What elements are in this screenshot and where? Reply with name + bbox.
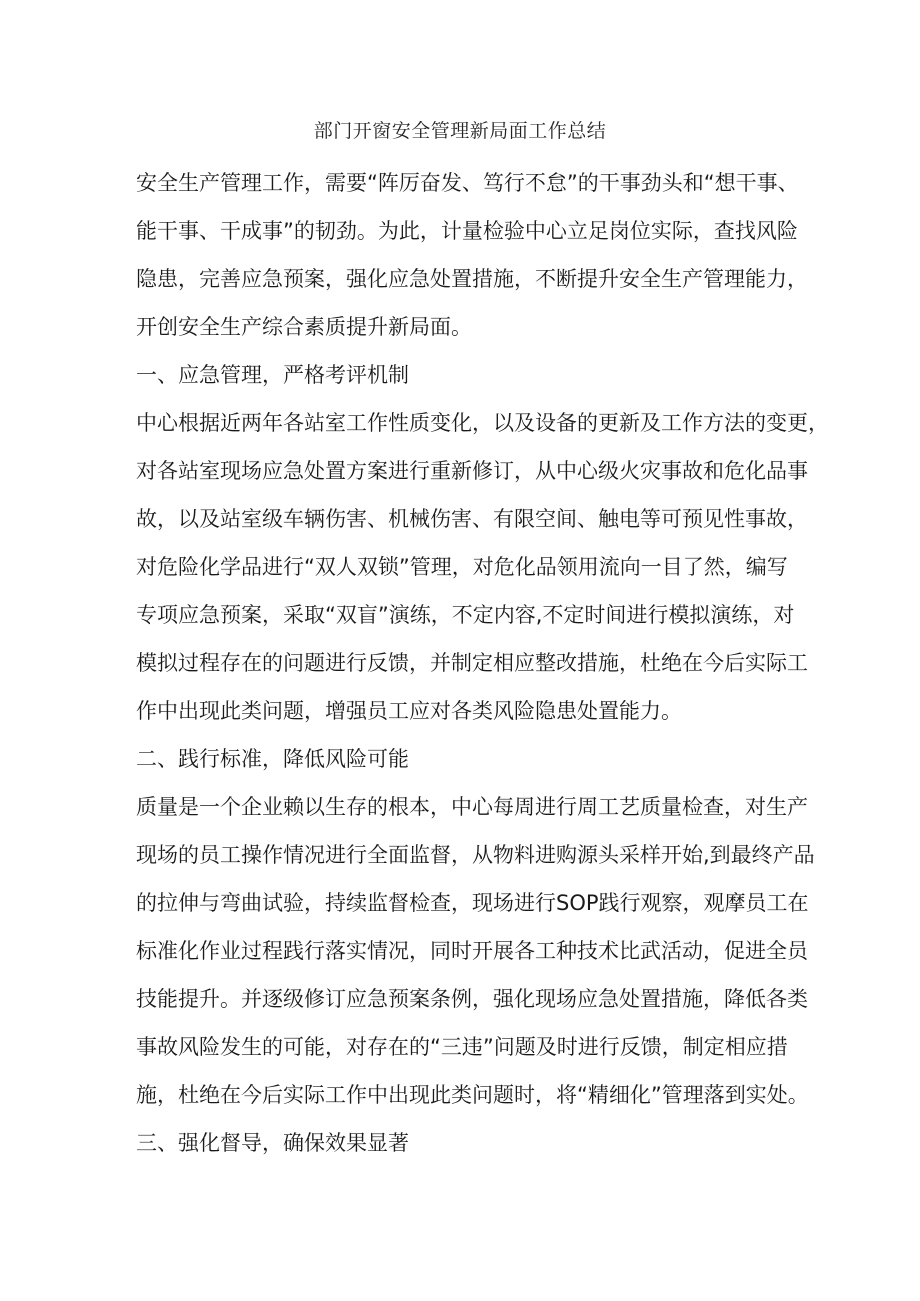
section-heading-3: 三、强化督导，确保效果显著 bbox=[136, 1131, 409, 1155]
section-2-line: 技能提升。并逐级修订应急预案条例，强化现场应急处置措施，降低各类 bbox=[136, 987, 808, 1011]
section-1-line: 作中出现此类问题，增强员工应对各类风险隐患处置能力。 bbox=[136, 699, 682, 723]
section-1-line: 专项应急预案，采取“双盲”演练，不定内容,不定时间进行模拟演练，对 bbox=[136, 603, 795, 627]
section-2-line: 的拉伸与弯曲试验，持续监督检查，现场进行SOP践行观察，观摩员工在 bbox=[136, 891, 809, 915]
section-1-line: 对危险化学品进行“双人双锁”管理，对危化品领用流向一目了然，编写 bbox=[136, 555, 788, 579]
section-1-line: 中心根据近两年各站室工作性质变化，以及设备的更新及工作方法的变更， bbox=[136, 411, 829, 435]
section-2-line: 现场的员工操作情况进行全面监督，从物料进购源头采样开始,到最终产品 bbox=[136, 843, 815, 867]
section-2-line: 施，杜绝在今后实际工作中出现此类问题时，将“精细化”管理落到实处。 bbox=[136, 1083, 809, 1107]
intro-line: 开创安全生产综合素质提升新局面。 bbox=[136, 315, 472, 339]
intro-line: 安全生产管理工作，需要“阵厉奋发、笃行不怠”的干事劲头和“想干事、 bbox=[136, 171, 799, 195]
section-heading-2: 二、践行标准，降低风险可能 bbox=[136, 747, 409, 771]
intro-line: 能干事、干成事”的韧劲。为此，计量检验中心立足岗位实际，查找风险 bbox=[136, 219, 798, 243]
document-title: 部门开窗安全管理新局面工作总结 bbox=[313, 120, 607, 142]
section-2-line: 事故风险发生的可能，对存在的“三违”问题及时进行反馈，制定相应措 bbox=[136, 1035, 788, 1059]
intro-line: 隐患，完善应急预案，强化应急处置措施，不断提升安全生产管理能力， bbox=[136, 267, 808, 291]
section-2-line: 质量是一个企业赖以生存的根本，中心每周进行周工艺质量检查，对生产 bbox=[136, 795, 808, 819]
section-1-line: 对各站室现场应急处置方案进行重新修订，从中心级火灾事故和危化品事 bbox=[136, 459, 808, 483]
section-2-line: 标准化作业过程践行落实情况，同时开展各工种技术比武活动，促进全员 bbox=[136, 939, 808, 963]
section-heading-1: 一、应急管理，严格考评机制 bbox=[136, 363, 409, 387]
section-1-line: 故，以及站室级车辆伤害、机械伤害、有限空间、触电等可预见性事故， bbox=[136, 507, 808, 531]
section-1-line: 模拟过程存在的问题进行反馈，并制定相应整改措施，杜绝在今后实际工 bbox=[136, 651, 808, 675]
